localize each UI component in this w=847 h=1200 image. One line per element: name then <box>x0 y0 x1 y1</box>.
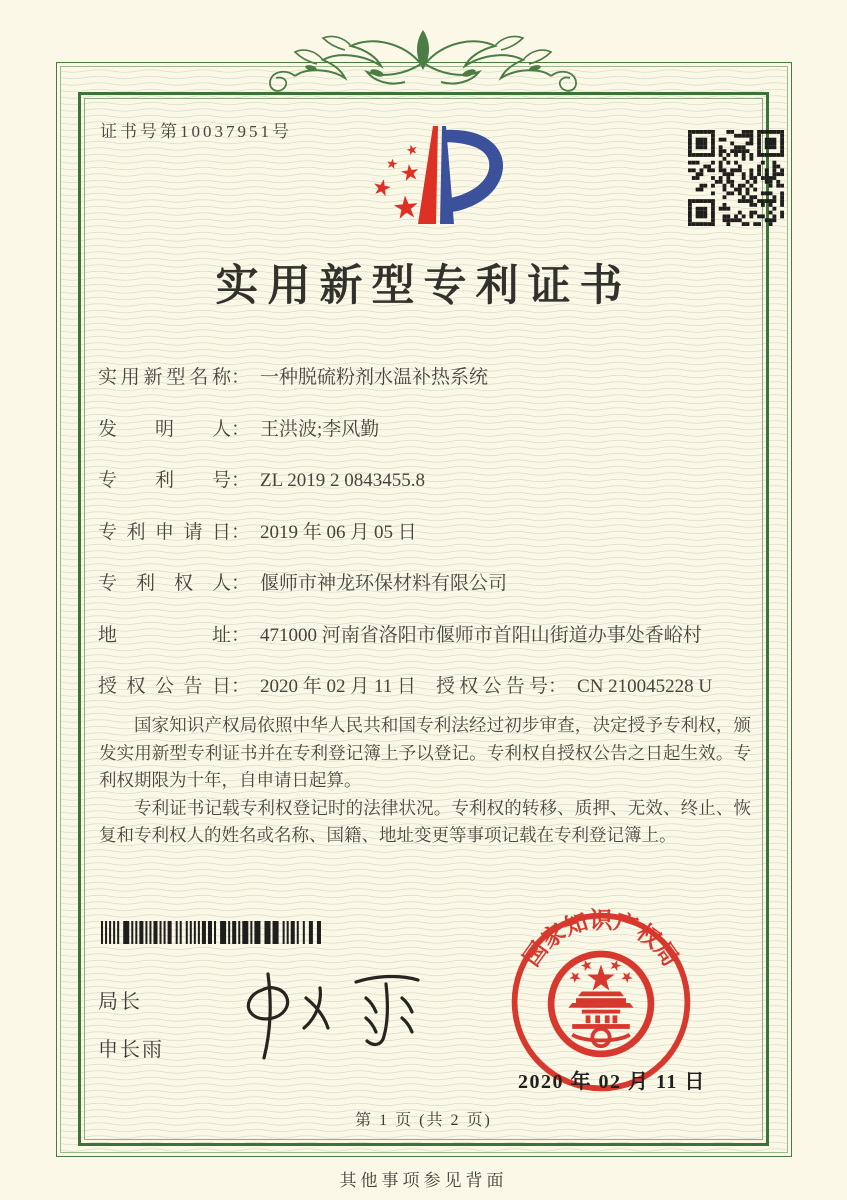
handwritten-signature-icon <box>228 968 443 1068</box>
field-row-patent-no: 专利号 ： ZL 2019 2 0843455.8 <box>98 467 753 495</box>
field-label: 专利权人 <box>98 573 231 594</box>
field-value: 2019 年 06 月 05 日 <box>260 521 417 543</box>
signer-name: 申长雨 <box>98 1039 164 1061</box>
field-label: 授权公告日 <box>98 676 231 697</box>
field-value: 一种脱硫粉剂水温补热系统 <box>260 367 489 388</box>
field-value: 偃师市神龙环保材料有限公司 <box>260 573 508 594</box>
field-value: CN 210045228 U <box>577 676 713 697</box>
field-label: 地址 <box>98 624 231 646</box>
national-emblem <box>551 954 651 1054</box>
field-row-grant <box>98 673 753 701</box>
field-value: ZL 2019 2 0843455.8 <box>260 470 426 491</box>
barcode-icon <box>101 921 323 944</box>
field-row-inventor: 发明人 ： 王洪波;李风勤 <box>98 416 753 444</box>
field-row-name: 实用新型名称 ： 一种脱硫粉剂水温补热系统 <box>98 364 753 392</box>
seal-date: 2020 年 02 月 11 日 <box>518 1071 706 1093</box>
field-label: 专利号 <box>98 470 231 491</box>
field-list <box>98 364 753 725</box>
back-side-note: 其他事项参见背面 <box>339 1171 508 1190</box>
field-row-filing-date: 专利申请日 ： 2019 年 06 月 05 日 <box>98 519 753 547</box>
field-label: 发明人 <box>98 418 231 440</box>
svg-text:国家知识产权局: 国家知识产权局 <box>517 907 685 971</box>
field-value: 471000 河南省洛阳市偃师市首阳山街道办事处香峪村 <box>260 624 702 646</box>
field-row-patentee: 专利权人 ： 偃师市神龙环保材料有限公司 <box>98 570 753 598</box>
field-label: 专利申请日 <box>98 521 231 543</box>
qr-code-icon <box>688 130 784 226</box>
signer-block <box>98 985 164 1062</box>
field-label: 实用新型名称 <box>98 367 231 388</box>
legal-text <box>99 712 751 850</box>
cnipa-logo-icon <box>348 110 524 238</box>
certificate-number: 证书号第10037951号 <box>100 122 292 141</box>
page-number: 第 1 页 (共 2 页) <box>355 1112 492 1129</box>
field-value: 王洪波;李风勤 <box>260 418 380 440</box>
grant-date-group: 授权公告日 ： 2020 年 02 月 11 日 <box>98 673 436 701</box>
legal-paragraph: 国家知识产权局依照中华人民共和国专利法经过初步审查，决定授予专利权，颁发实用新型专利证书并在专利登记簿上予以登记。专利权自授权公告之日起生效。专利权期限为十年，自申请日起算。 <box>99 715 751 790</box>
legal-paragraph: 专利证书记载专利权登记时的法律状况。专利权的转移、质押、无效、终止、恢复和专利权人的姓名或名称、国籍、地址变更等事项记载在专利登记簿上。 <box>99 797 751 845</box>
field-value: 2020 年 02 月 11 日 <box>260 676 417 697</box>
signer-title: 局长 <box>98 991 142 1013</box>
certificate-title: 实用新型专利证书 <box>215 263 632 310</box>
grant-number-group: 授权公告号 ： CN 210045228 U <box>436 673 712 701</box>
flourish-ornament-icon <box>243 26 603 102</box>
field-row-address: 地址 ： 471000 河南省洛阳市偃师市首阳山街道办事处香峪村 <box>98 622 753 650</box>
field-label: 授权公告号 <box>436 676 548 697</box>
